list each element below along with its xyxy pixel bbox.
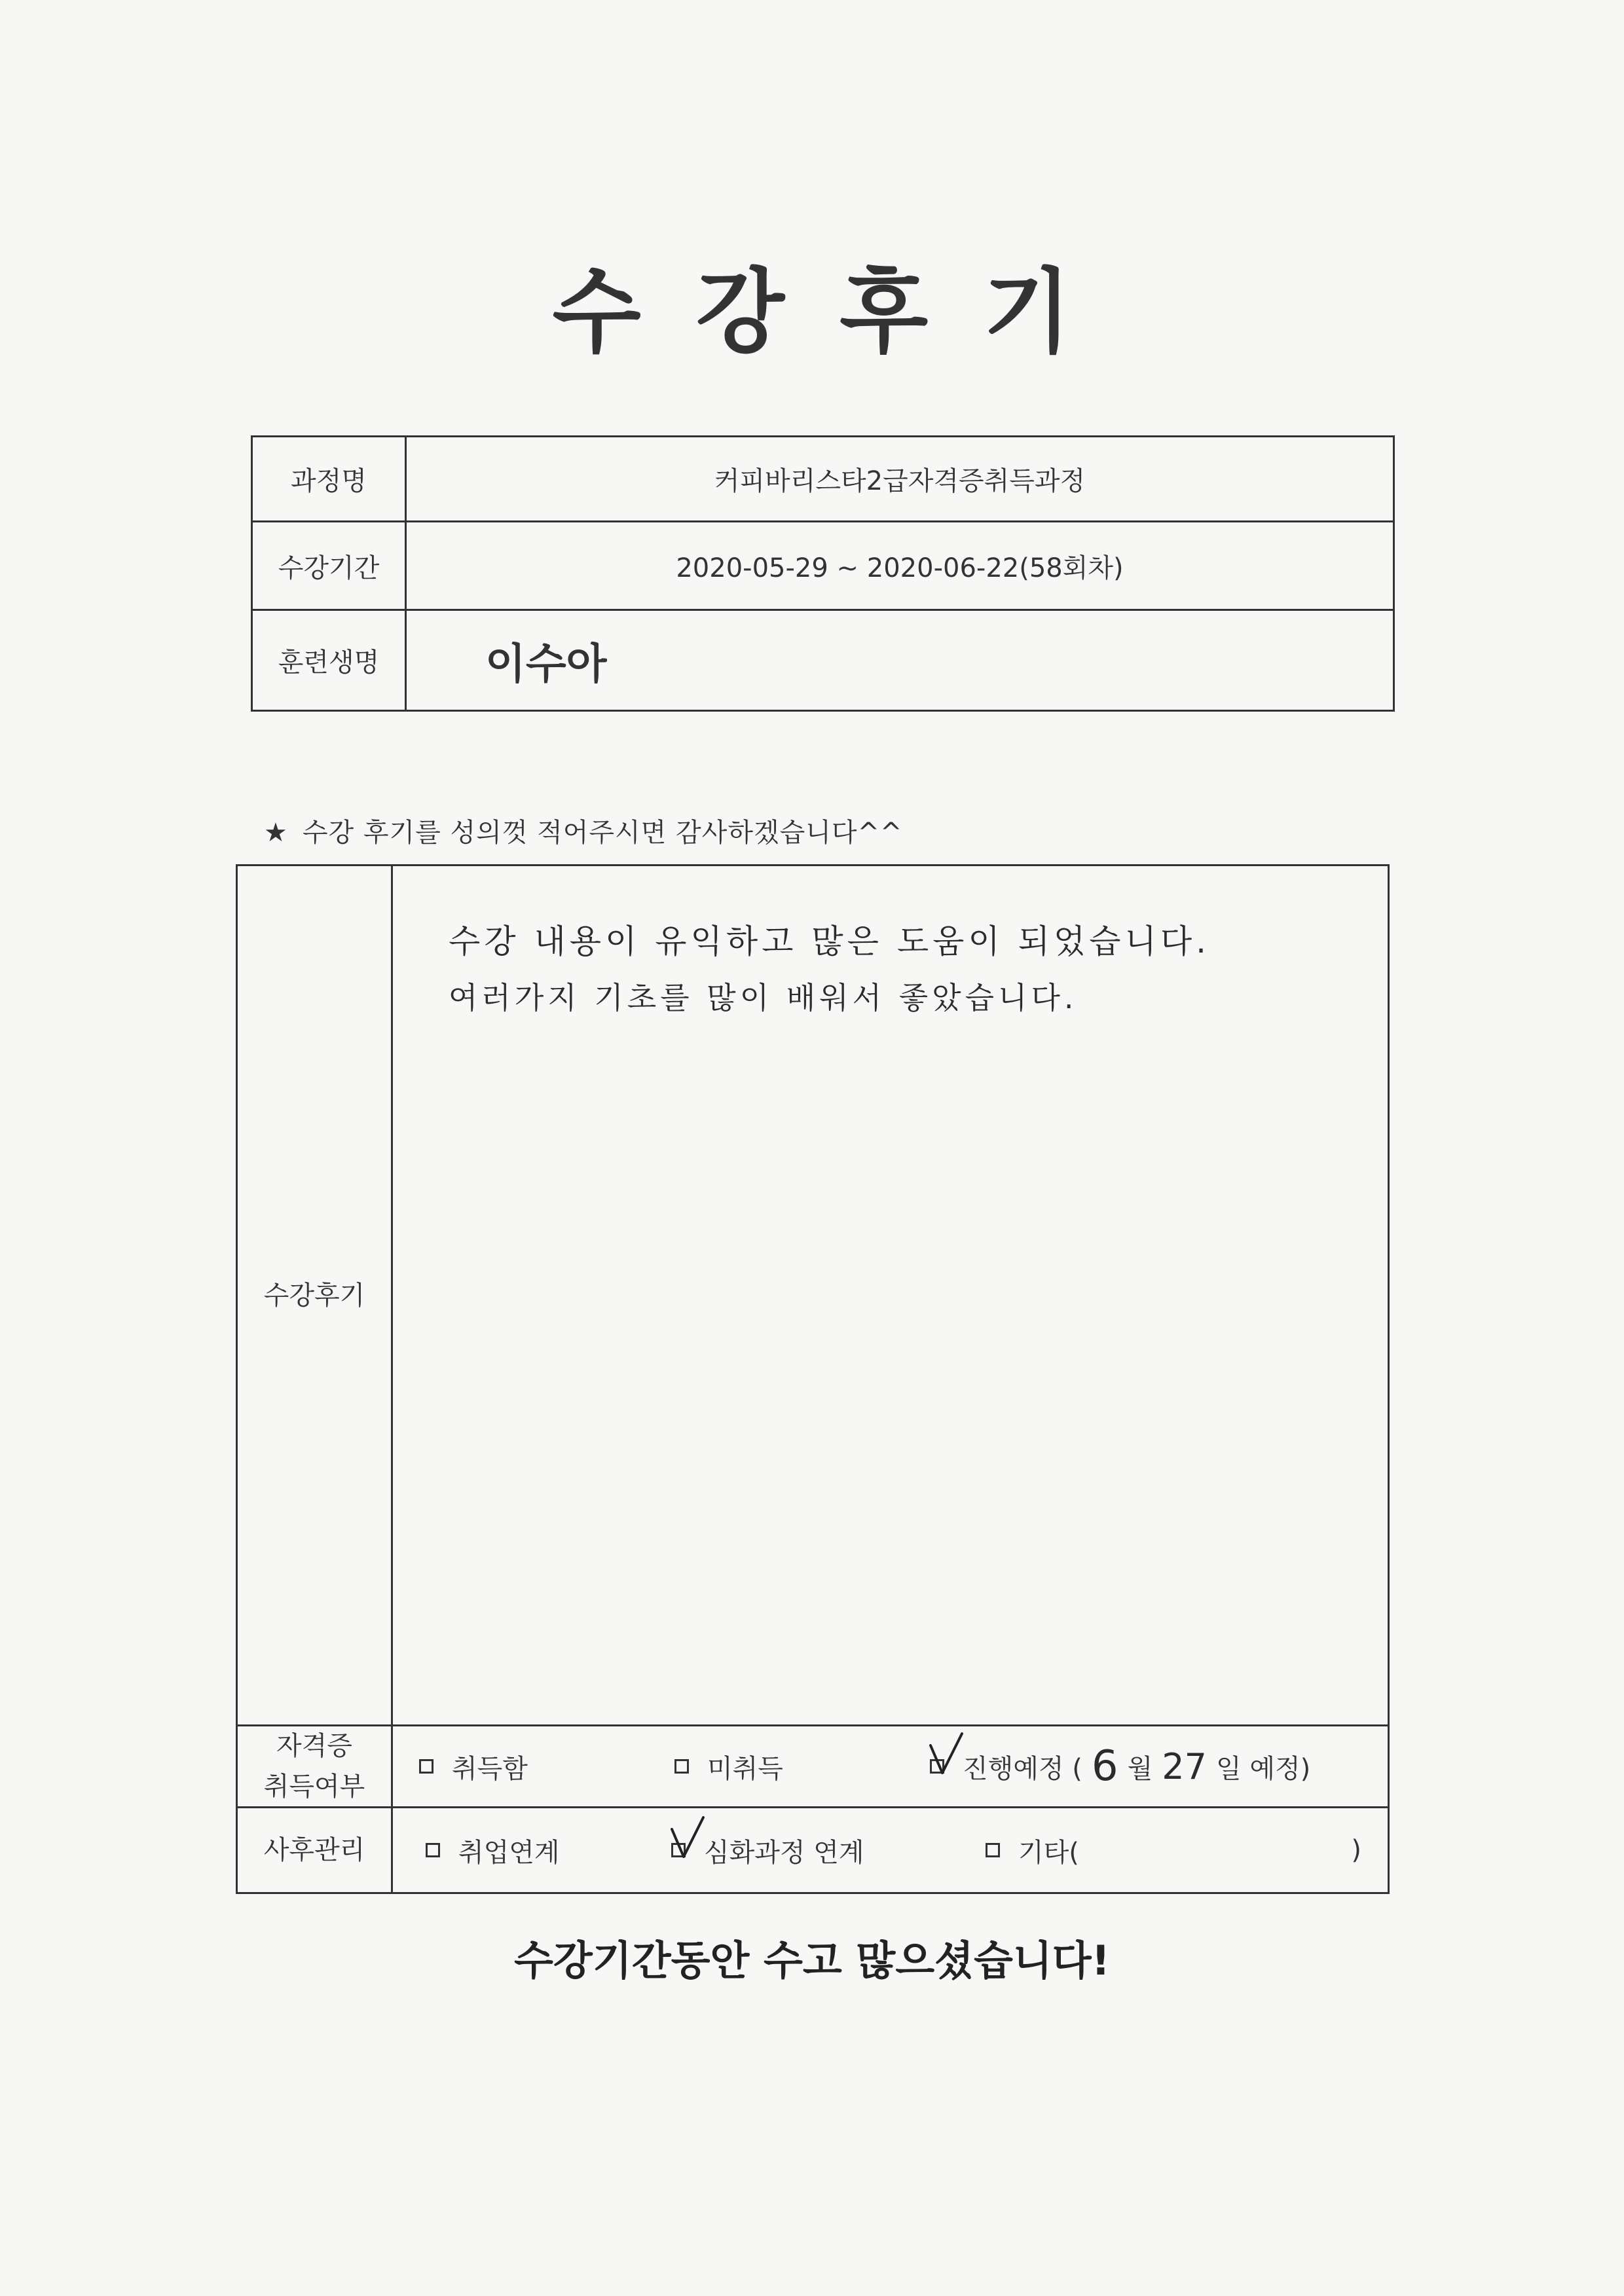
option-label: 취득함: [452, 1753, 528, 1784]
checkbox[interactable]: [674, 1759, 689, 1774]
review-line: 수강 내용이 유익하고 많은 도움이 되었습니다.: [449, 922, 1211, 960]
checkbox-checked[interactable]: [671, 1843, 686, 1857]
course-label: 과정명: [253, 437, 407, 520]
review-label: 수강후기: [238, 866, 393, 1724]
option-label: 미취득: [707, 1753, 783, 1784]
review-row: [238, 866, 1388, 1726]
option-label: 심화과정 연계: [704, 1837, 864, 1868]
trainee-row: [253, 611, 1393, 710]
title-char: 강: [695, 259, 784, 366]
checkbox[interactable]: [986, 1843, 1000, 1857]
trainee-name-handwritten: 이수아: [485, 640, 607, 689]
checkbox-checked[interactable]: [930, 1759, 944, 1774]
period-row: [253, 522, 1393, 611]
aftercare-label: 사후관리: [238, 1808, 393, 1892]
option-label: 취업연계: [458, 1837, 560, 1868]
title-char: 수: [552, 259, 641, 366]
certification-label: [238, 1726, 393, 1806]
closing-message: 수강기간동안 수고 많으셨습니다!: [514, 1937, 1110, 1984]
certification-options: [393, 1726, 1388, 1806]
aftercare-row: [238, 1808, 1388, 1892]
title-char: 기: [983, 259, 1072, 366]
certification-label-line: 자격증: [276, 1731, 352, 1761]
day-suffix: 일 예정): [1215, 1753, 1311, 1784]
review-table: [236, 864, 1390, 1894]
option-close: ): [1351, 1835, 1361, 1865]
review-line: 여러가지 기초를 많이 배워서 좋았습니다.: [449, 980, 1078, 1015]
course-row: [253, 437, 1393, 522]
handwritten-day: 27: [1162, 1745, 1207, 1787]
handwritten-month: 6: [1091, 1742, 1118, 1791]
option-job-link[interactable]: [426, 1808, 560, 1892]
instruction-text: 수강 후기를 성의껏 적어주시면 감사하겠습니다^^: [302, 818, 903, 848]
option-in-progress[interactable]: [930, 1726, 1310, 1806]
review-content: [393, 866, 1388, 1724]
page-title: [0, 239, 1624, 371]
check-mark-icon: [928, 1732, 967, 1778]
trainee-label: 훈련생명: [253, 611, 407, 710]
instruction-note: [264, 812, 903, 849]
option-acquired[interactable]: [419, 1726, 528, 1806]
certification-label-line: 취득여부: [263, 1772, 365, 1802]
checkbox[interactable]: [419, 1759, 434, 1774]
option-not-acquired[interactable]: [674, 1726, 783, 1806]
period-value: 2020-05-29 ~ 2020-06-22(58회차): [676, 553, 1124, 583]
option-label: 진행예정 (: [963, 1753, 1082, 1784]
option-advanced-course[interactable]: [671, 1808, 864, 1892]
course-value: 커피바리스타2급자격증취득과정: [714, 466, 1086, 496]
title-char: 후: [840, 259, 929, 366]
info-table: [251, 435, 1395, 712]
aftercare-options: [393, 1808, 1388, 1892]
checkbox[interactable]: [426, 1843, 440, 1857]
certification-row: [238, 1726, 1388, 1808]
period-label: 수강기간: [253, 522, 407, 609]
month-label: 월: [1127, 1753, 1153, 1784]
check-mark-icon: [669, 1816, 709, 1862]
option-label: 기타(: [1018, 1837, 1079, 1868]
star-icon: ★: [264, 818, 288, 848]
option-other[interactable]: [986, 1808, 1361, 1892]
